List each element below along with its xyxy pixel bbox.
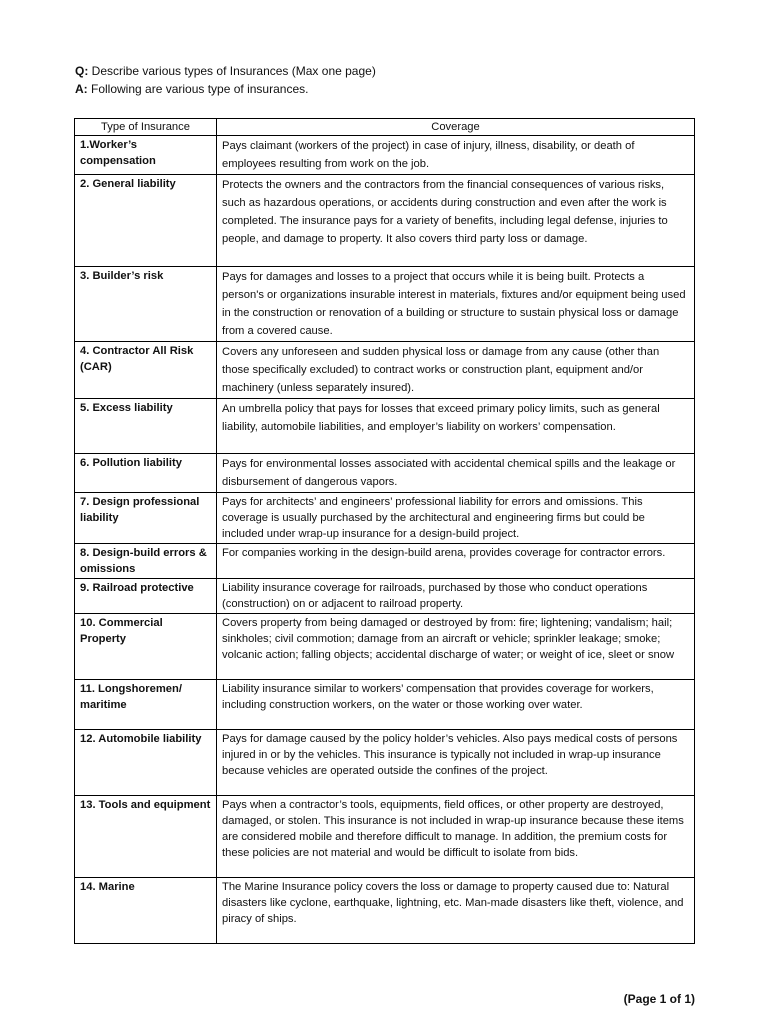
table-row: [75, 878, 695, 944]
coverage-cell: Protects the owners and the contractors from the financial consequences of various risks, such as hazardous operations, or accidents during construction and even after the work is completed. The insurance pays for a variety of benefits, including legal defense, injuries to people, and damage to property. It also covers third party loss or damage.: [217, 175, 695, 267]
question-line: [75, 62, 376, 80]
type-cell: 11. Longshoremen/ maritime: [75, 680, 217, 730]
coverage-cell: The Marine Insurance policy covers the loss or damage to property caused due to: Natural disasters like cyclone, earthquake, lightning, etc. Man-made disasters like theft, violence, and piracy of ships.: [217, 878, 695, 944]
type-cell: 1.Worker’s compensation: [75, 136, 217, 175]
answer-line: [75, 80, 376, 98]
coverage-cell: Pays claimant (workers of the project) in case of injury, illness, disability, or death of employees resulting from work on the job.: [217, 136, 695, 175]
table-row: [75, 267, 695, 342]
qa-block: [75, 62, 376, 98]
page-number: (Page 1 of 1): [623, 992, 695, 1006]
type-cell: 4. Contractor All Risk (CAR): [75, 342, 217, 399]
coverage-cell: Pays for damages and losses to a project that occurs while it is being built. Protects a person's or organizations insurable interest in materials, fixtures and/or equipment being used in the construction or renovation of a building or structure to sustain physical loss or damage from a covered cause.: [217, 267, 695, 342]
type-cell: 10. Commercial Property: [75, 614, 217, 680]
type-cell: 14. Marine: [75, 878, 217, 944]
table-header-row: [75, 119, 695, 136]
type-cell: 5. Excess liability: [75, 399, 217, 454]
table-row: [75, 454, 695, 493]
coverage-cell: Covers any unforeseen and sudden physical loss or damage from any cause (other than those specifically excluded) to contract works or construction plant, equipment and/or machinery (unless separately insured).: [217, 342, 695, 399]
table-row: [75, 136, 695, 175]
coverage-cell: Pays when a contractor’s tools, equipments, field offices, or other property are destroyed, damaged, or stolen. This insurance is not included in wrap-up insurance because these items are considered mobile and therefore difficult to manage. In addition, the premium costs for these policies are not material and would be difficult to isolate from bids.: [217, 796, 695, 878]
table-row: [75, 342, 695, 399]
answer-text: Following are various type of insurances.: [87, 82, 309, 96]
type-cell: 2. General liability: [75, 175, 217, 267]
question-prefix: Q:: [75, 64, 89, 78]
insurance-table: [74, 118, 695, 944]
table-row: [75, 493, 695, 544]
type-cell: 7. Design professional liability: [75, 493, 217, 544]
table-row: [75, 796, 695, 878]
table-row: [75, 730, 695, 796]
type-cell: 12. Automobile liability: [75, 730, 217, 796]
coverage-cell: Pays for architects’ and engineers’ professional liability for errors and omissions. This coverage is usually purchased by the architectural and engineering firms but could be included under wrap-up insurance for a design-build project.: [217, 493, 695, 544]
coverage-cell: Pays for environmental losses associated with accidental chemical spills and the leakage or disbursement of dangerous vapors.: [217, 454, 695, 493]
header-coverage: Coverage: [217, 119, 695, 136]
type-cell: 9. Railroad protective: [75, 579, 217, 614]
table-row: [75, 579, 695, 614]
header-type: Type of Insurance: [75, 119, 217, 136]
table-row: [75, 614, 695, 680]
question-text: Describe various types of Insurances (Max one page): [88, 64, 376, 78]
table-row: [75, 399, 695, 454]
coverage-cell: For companies working in the design-build arena, provides coverage for contractor errors.: [217, 544, 695, 579]
coverage-cell: Liability insurance similar to workers’ compensation that provides coverage for workers, including construction workers, on the water or those working over water.: [217, 680, 695, 730]
table-row: [75, 175, 695, 267]
table-row: [75, 680, 695, 730]
coverage-cell: Covers property from being damaged or destroyed by from: fire; lightening; vandalism; hail; sinkholes; civil commotion; damage from an aircraft or vehicle; sprinkler leakage; smoke; volcanic action; falling objects; accidental discharge of water; or weight of ice, sleet or snow: [217, 614, 695, 680]
type-cell: 3. Builder’s risk: [75, 267, 217, 342]
coverage-cell: Pays for damage caused by the policy holder’s vehicles. Also pays medical costs of persons injured in or by the vehicles. This insurance is typically not included in wrap-up insurance because vehicles are operated outside the confines of the project.: [217, 730, 695, 796]
type-cell: 13. Tools and equipment: [75, 796, 217, 878]
type-cell: 6. Pollution liability: [75, 454, 217, 493]
coverage-cell: An umbrella policy that pays for losses that exceed primary policy limits, such as general liability, automobile liabilities, and employer’s liability on workers’ compensation.: [217, 399, 695, 454]
coverage-cell: Liability insurance coverage for railroads, purchased by those who conduct operations (construction) on or adjacent to railroad property.: [217, 579, 695, 614]
type-cell: 8. Design-build errors & omissions: [75, 544, 217, 579]
table-row: [75, 544, 695, 579]
answer-prefix: A:: [75, 82, 88, 96]
